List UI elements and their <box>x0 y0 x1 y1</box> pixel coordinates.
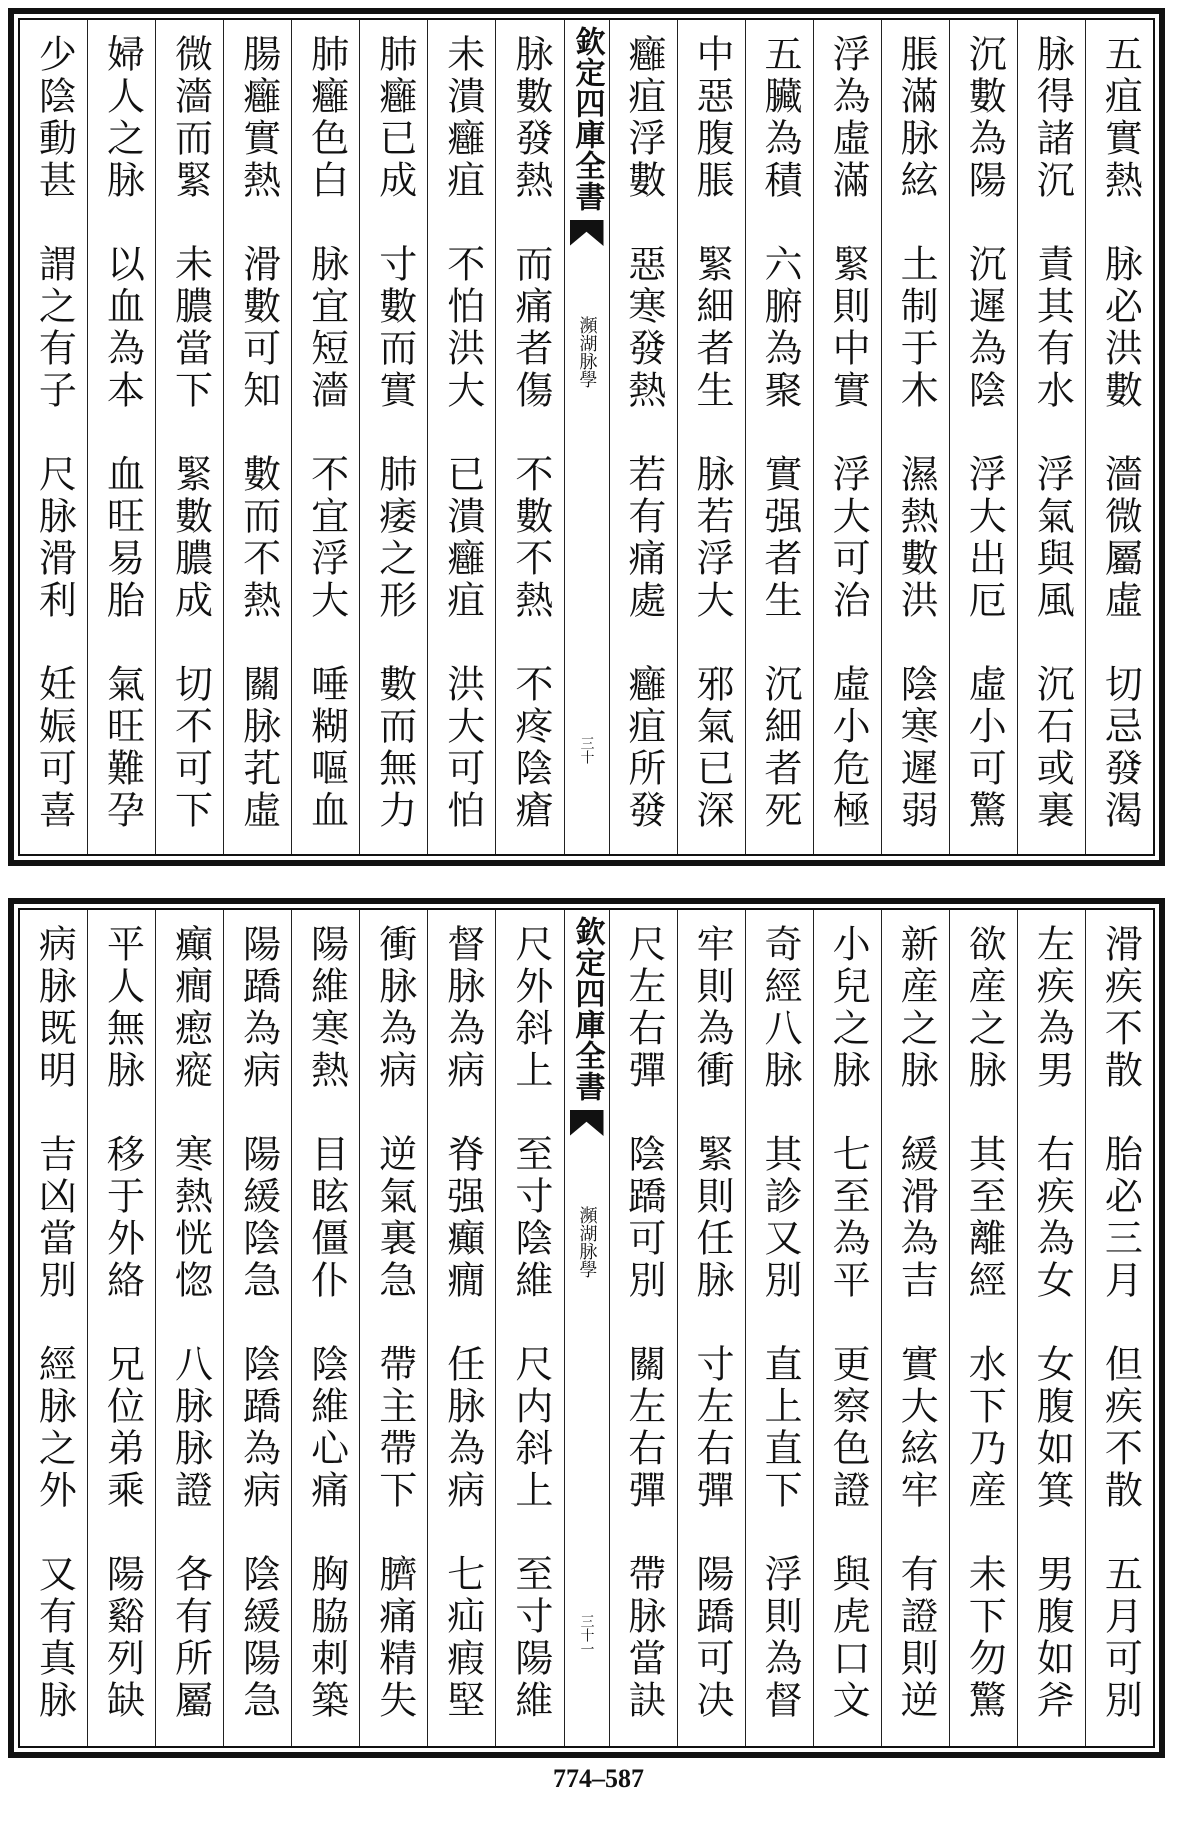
text-column: 癲癎瘛瘲 寒熱恍惚 八脉脉證 各有所屬 <box>155 910 223 1746</box>
text-column: 牢則為衝 緊則任脉 寸左右彈 陽蹻可决 <box>677 910 745 1746</box>
text-column: 少陰動甚 謂之有子 尺脉滑利 妊娠可喜 <box>32 34 77 832</box>
center-fold <box>564 910 609 1746</box>
text-column: 尺外斜上 至寸陰維 尺内斜上 至寸陽維 <box>495 910 563 1746</box>
text-column: 脹滿脉絃 土制于木 濕熱數洪 陰寒遲弱 <box>881 20 949 854</box>
book-title: 欽定四庫全書 <box>569 916 605 1102</box>
text-column: 腸癰實熱 滑數可知 數而不熱 關脉芤虛 <box>223 20 291 854</box>
text-column: 肺癰色白 脉宜短濇 不宜浮大 唾糊嘔血 <box>291 20 359 854</box>
text-frame <box>18 18 1155 856</box>
text-column: 督脉為病 脊强癲癇 任脉為病 七疝瘕堅 <box>427 910 495 1746</box>
text-column: 小兒之脉 七至為平 更察色證 與虎口文 <box>813 910 881 1746</box>
text-column: 陽維寒熱 目眩僵仆 陰維心痛 胸脇刺築 <box>291 910 359 1746</box>
text-column: 奇經八脉 其診又別 直上直下 浮則為督 <box>745 910 813 1746</box>
book-title: 欽定四庫全書 <box>569 26 605 212</box>
text-column: 滑疾不散 胎必三月 但疾不散 五月可別 <box>1085 910 1153 1746</box>
text-column: 沉數為陽 沉遲為陰 浮大出厄 虛小可驚 <box>949 20 1017 854</box>
text-column: 陽蹻為病 陽緩陰急 陰蹻為病 陰緩陽急 <box>223 910 291 1746</box>
text-column: 癰疽浮數 惡寒發熱 若有痛處 癰疽所發 <box>609 20 677 854</box>
folio-number: 三十一 <box>578 1614 595 1656</box>
text-column: 平人無脉 移于外絡 兄位弟乘 陽谿列缺 <box>87 910 155 1746</box>
text-frame <box>18 908 1155 1748</box>
scan-page-top <box>8 8 1165 866</box>
text-column: 脉數發熱 而痛者傷 不數不熱 不疼陰瘡 <box>495 20 563 854</box>
text-column: 左疾為男 右疾為女 女腹如箕 男腹如斧 <box>1017 910 1085 1746</box>
text-column: 衝脉為病 逆氣裏急 帶主帶下 臍痛精失 <box>359 910 427 1746</box>
text-column: 脉得諸沉 責其有水 浮氣與風 沉石或裏 <box>1017 20 1085 854</box>
text-column: 新産之脉 緩滑為吉 實大絃牢 有證則逆 <box>881 910 949 1746</box>
scan-page-bottom <box>8 898 1165 1758</box>
page-reference: 774–587 <box>553 1764 644 1793</box>
fishtail-mark-icon <box>570 220 604 246</box>
text-column: 五臟為積 六腑為聚 實强者生 沉細者死 <box>745 20 813 854</box>
text-column: 微濇而緊 未膿當下 緊數膿成 切不可下 <box>155 20 223 854</box>
text-column: 婦人之脉 以血為本 血旺易胎 氣旺難孕 <box>87 20 155 854</box>
text-column: 未潰癰疽 不怕洪大 已潰癰疽 洪大可怕 <box>427 20 495 854</box>
text-column: 五疽實熱 脉必洪數 濇微屬虛 切忌發渴 <box>1085 20 1153 854</box>
center-fold <box>564 20 609 854</box>
text-column: 欲産之脉 其至離經 水下乃産 未下勿驚 <box>949 910 1017 1746</box>
book-subtitle: 瀕湖脉學 <box>576 1206 598 1278</box>
book-subtitle: 瀕湖脉學 <box>576 316 598 388</box>
text-column: 浮為虛滿 緊則中實 浮大可治 虛小危極 <box>813 20 881 854</box>
fishtail-mark-icon <box>570 1110 604 1136</box>
text-column: 病脉既明 吉凶當別 經脉之外 又有真脉 <box>32 924 77 1722</box>
text-column: 尺左右彈 陰蹻可別 關左右彈 帶脉當訣 <box>609 910 677 1746</box>
text-column: 中惡腹脹 緊細者生 脉若浮大 邪氣已深 <box>677 20 745 854</box>
text-column: 肺癰已成 寸數而實 肺痿之形 數而無力 <box>359 20 427 854</box>
folio-number: 三十 <box>578 736 595 764</box>
